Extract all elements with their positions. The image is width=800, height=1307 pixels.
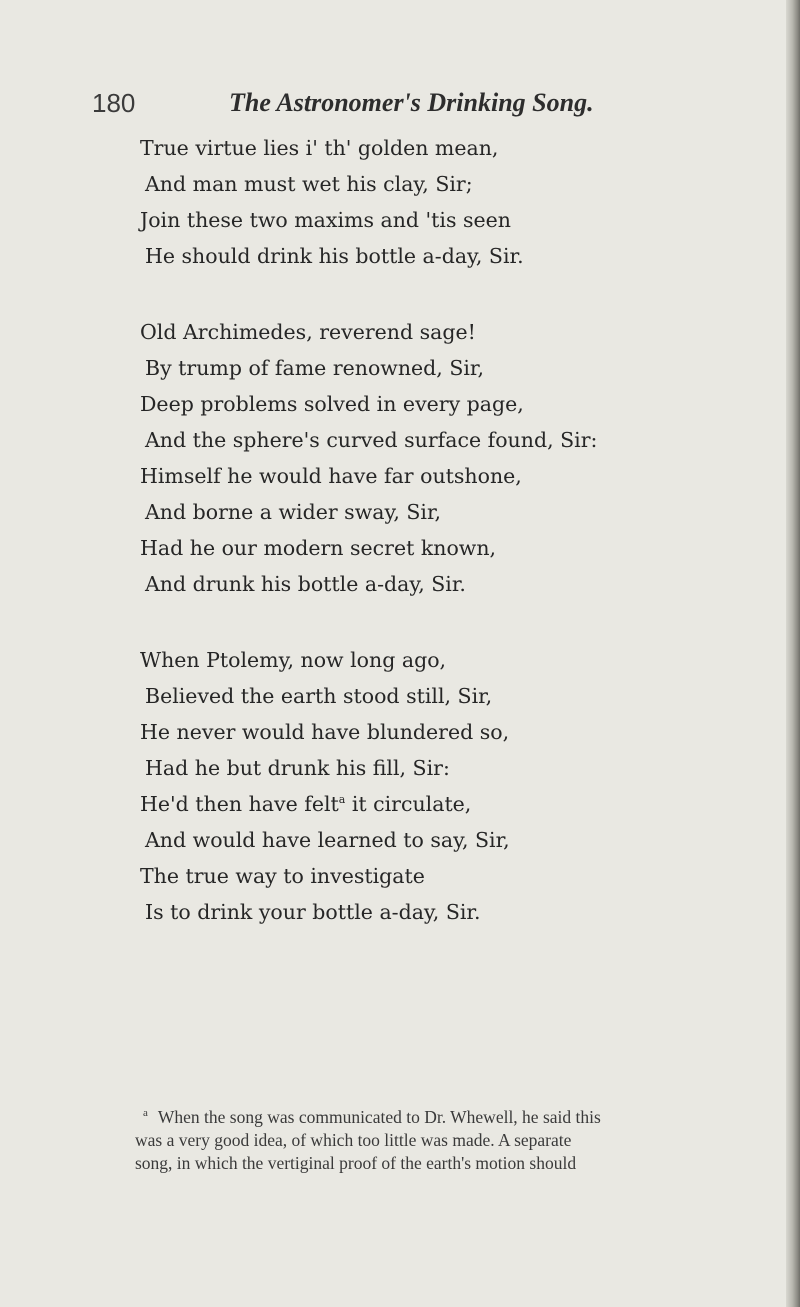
- poem-line: And the sphere's curved surface found, Sir:: [145, 428, 598, 452]
- poem-line: True virtue lies i' th' golden mean,: [140, 136, 499, 160]
- poem-line: And would have learned to say, Sir,: [145, 828, 510, 852]
- footnote: [135, 1102, 787, 1175]
- stanza-3: [0, 642, 780, 930]
- poem-line-part: He'd then have felt: [140, 792, 339, 816]
- page-header: [92, 88, 692, 118]
- footnote-line: [135, 1102, 787, 1129]
- poem-line: Had he our modern secret known,: [140, 536, 497, 560]
- poem-line: Himself he would have far outshone,: [140, 464, 522, 488]
- poem-line: When Ptolemy, now long ago,: [140, 648, 447, 672]
- stanza-2: [0, 314, 780, 602]
- footnote-ref: a: [338, 793, 346, 807]
- footnote-line: was a very good idea, of which too little was made. A separate: [135, 1129, 572, 1150]
- poem-line: The true way to investigate: [140, 864, 425, 888]
- poem-line: And borne a wider sway, Sir,: [145, 500, 442, 524]
- poem-line: He should drink his bottle a-day, Sir.: [145, 244, 524, 268]
- poem-line: By trump of fame renowned, Sir,: [145, 356, 485, 380]
- poem-line: Old Archimedes, reverend sage!: [140, 320, 476, 344]
- footnote-line: song, in which the vertiginal proof of the earth's motion should: [135, 1152, 577, 1173]
- stanza-1: [0, 130, 780, 274]
- poem-line: Believed the earth stood still, Sir,: [145, 684, 493, 708]
- poem-line-part: it circulate,: [345, 792, 472, 816]
- poem-line: Join these two maxims and 'tis seen: [140, 208, 511, 232]
- poem: [0, 130, 780, 970]
- footnote-text: When the song was communicated to Dr. Whewell, he said this: [157, 1106, 601, 1127]
- poem-line: Had he but drunk his fill, Sir:: [145, 756, 450, 780]
- poem-line: He never would have blundered so,: [140, 720, 510, 744]
- poem-line: Is to drink your bottle a-day, Sir.: [145, 900, 481, 924]
- page-edge: [786, 0, 800, 1307]
- poem-line: And man must wet his clay, Sir;: [145, 172, 473, 196]
- poem-line: [0, 786, 780, 822]
- footnote-marker: a: [143, 1107, 148, 1119]
- page-number: 180: [92, 88, 136, 118]
- poem-line: Deep problems solved in every page,: [140, 392, 524, 416]
- poem-line: And drunk his bottle a-day, Sir.: [145, 572, 466, 596]
- running-title: The Astronomer's Drinking Song.: [229, 88, 594, 117]
